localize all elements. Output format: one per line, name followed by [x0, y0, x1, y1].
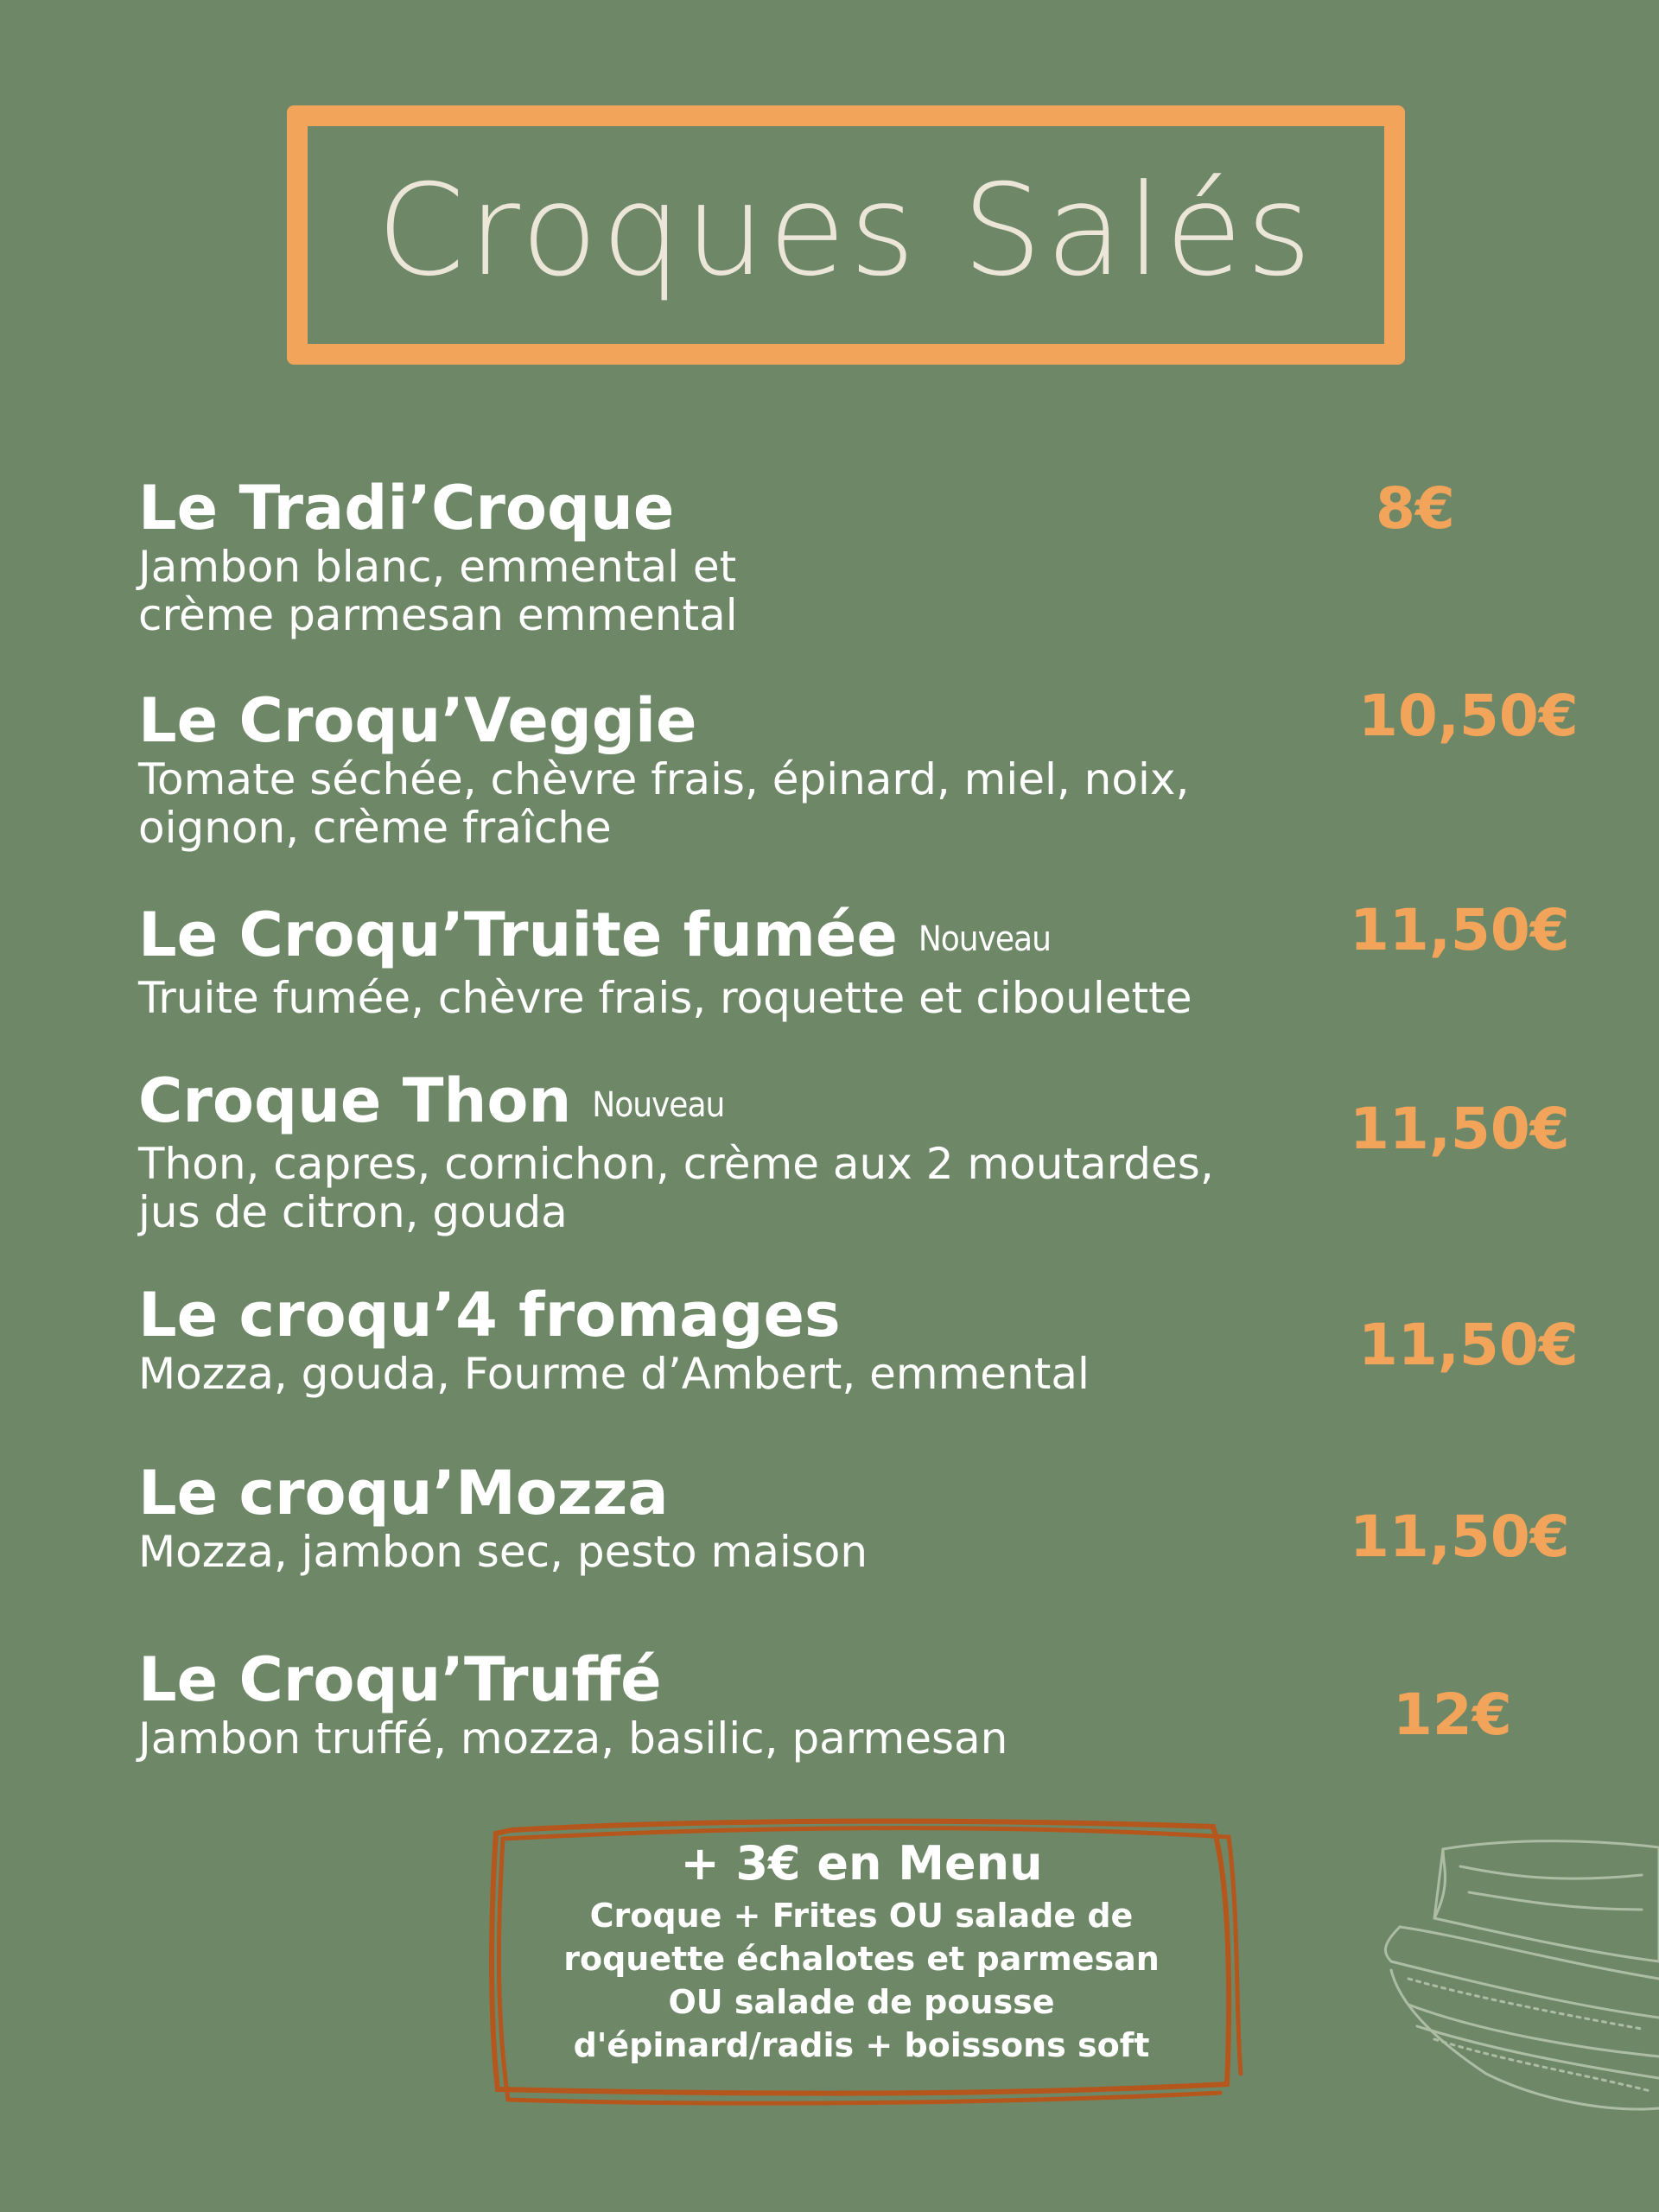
menu-item-tradi-croque	[138, 474, 1348, 639]
menu-item-croqu-truite-fumee	[138, 900, 1348, 1022]
item-description: Mozza, jambon sec, pesto maison	[138, 1527, 868, 1577]
item-price: 11,50€	[1358, 1312, 1579, 1378]
menu-offer-box	[477, 1815, 1246, 2108]
menu-offer-details: Croque + Frites OU salade de roquette échalotes et parmesan OU salade de pousse d'épinard/radis + boissons soft	[563, 1897, 1160, 2064]
item-description: Tomate séchée, chèvre frais, épinard, miel, noix, oignon, crème fraîche	[138, 754, 1190, 853]
item-description: Jambon truffé, mozza, basilic, parmesan	[138, 1713, 1008, 1764]
sandwich-illustration-icon	[1382, 1832, 1659, 2120]
item-price: 12€	[1393, 1681, 1512, 1748]
item-description: Mozza, gouda, Fourme d’Ambert, emmental	[138, 1349, 1090, 1399]
item-description: Jambon blanc, emmental et crème parmesan emmental	[138, 542, 738, 640]
menu-item-croqu-4-fromages	[138, 1281, 1348, 1398]
menu-item-croqu-veggie	[138, 686, 1348, 852]
item-name: Le Croqu’Truite fumée Nouveau	[138, 899, 1051, 970]
item-price: 10,50€	[1358, 683, 1579, 749]
new-badge: Nouveau	[918, 919, 1051, 959]
menu-offer-content	[477, 1834, 1246, 2067]
page-title: Croques Salés	[376, 157, 1316, 304]
item-name: Le Tradi’Croque	[138, 473, 675, 543]
menu-item-croqu-truffe	[138, 1645, 1348, 1763]
menu-offer-title: + 3€ en Menu	[680, 1836, 1043, 1891]
item-name: Le croqu’4 fromages	[138, 1280, 841, 1351]
item-price: 8€	[1376, 475, 1455, 542]
item-price: 11,50€	[1350, 1503, 1570, 1570]
menu-item-croqu-mozza	[138, 1459, 1348, 1576]
item-name: Croque Thon Nouveau	[138, 1065, 725, 1136]
item-name: Le Croqu’Veggie	[138, 685, 697, 756]
item-price: 11,50€	[1350, 1096, 1570, 1162]
item-name: Le croqu’Mozza	[138, 1458, 669, 1529]
item-name: Le Croqu’Truffé	[138, 1644, 662, 1715]
new-badge: Nouveau	[592, 1085, 725, 1125]
item-price: 11,50€	[1350, 897, 1570, 963]
menu-item-croque-thon	[138, 1066, 1348, 1236]
item-description: Thon, capres, cornichon, crème aux 2 moutardes, jus de citron, gouda	[138, 1139, 1214, 1237]
title-frame	[287, 105, 1405, 365]
item-description: Truite fumée, chèvre frais, roquette et ciboulette	[138, 973, 1192, 1023]
